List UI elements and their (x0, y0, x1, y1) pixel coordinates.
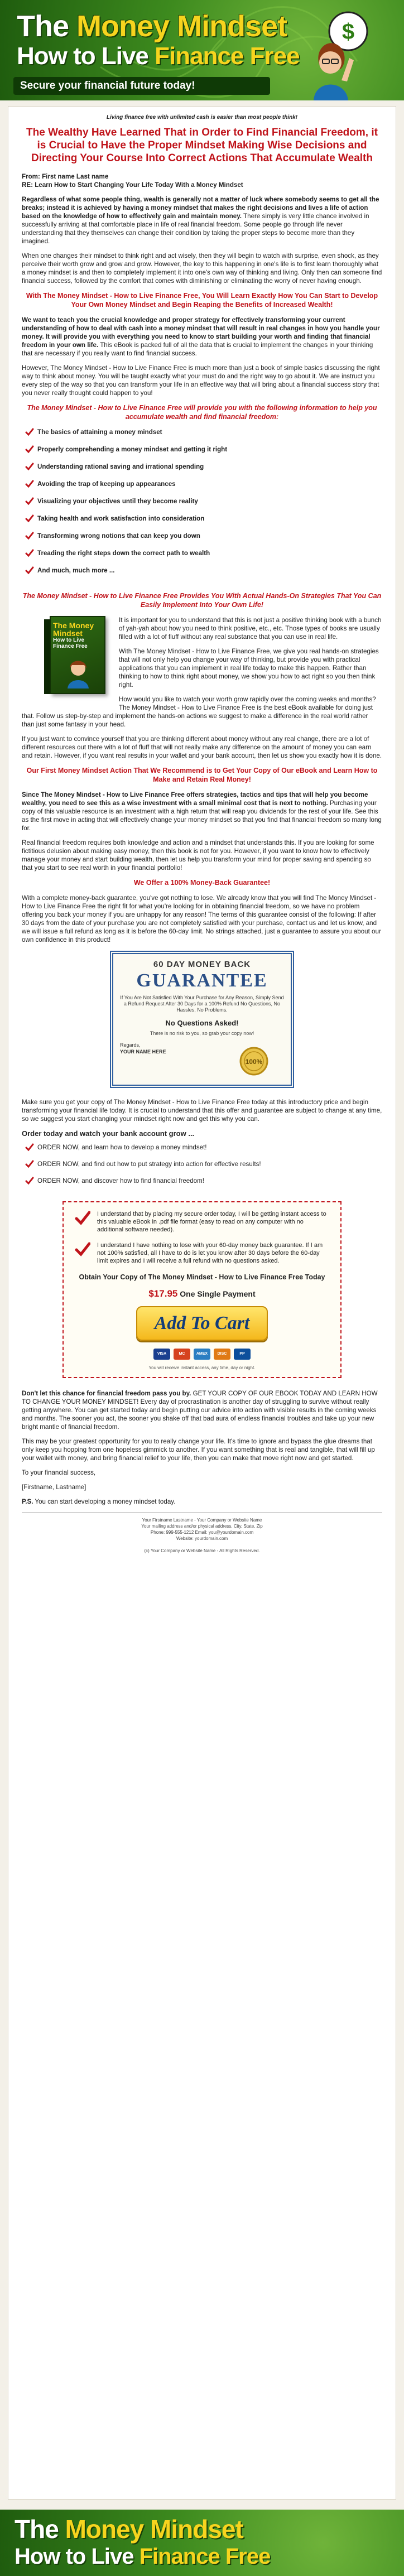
footer-line-1: Your Firstname Lastname - Your Company or Website Name (142, 1518, 262, 1523)
footer-brand-line1 (15, 2514, 243, 2544)
footer-line-2: Your mailing address and/or physical address, City, State, Zip (141, 1524, 263, 1529)
letter-from: From: First name Last name (22, 173, 109, 180)
closing-paragraph-1-rest: GET YOUR COPY OF OUR EBOOK TODAY AND LEARN HOW TO CHANGE YOUR MONEY MINDSET! Every day of procrastination is another day of struggling to survive without really getting anywhere. You can get started today and begin putting our advice into action with visible results in the coming weeks and months. The sooner you act, the sooner you shake off that bad aura of endless financial troubles and take up your new bright mantle of financial freedom. (22, 1390, 378, 1431)
price-label: One Single Payment (177, 1289, 256, 1298)
check-icon (25, 514, 34, 523)
brand-money-mindset: Money Mindset (76, 9, 287, 43)
section3-paragraph-1-bold: Since The Money Mindset - How to Live Finance Free offers strategies, tactics and tips that will help you become wealthy, you need to see this as a wise investment with a small minimal cost that is next to nothing. (22, 791, 368, 807)
footer-brand-the: The (15, 2515, 65, 2544)
benefit-text: Visualizing your objectives until they become reality (37, 498, 198, 505)
paragraph-1-rest: There simply is very little chance involved in successfully arriving at that comfortable place in life of real financial freedom. Some people go through life never understanding that they themselves can change their condition by taking the proper steps to become more than they imagined. (22, 213, 369, 245)
ebook-cover-image (44, 616, 110, 700)
paragraph-1-bold: Regardless of what some people thing, wealth is generally not a matter of luck where somebody seems to get all the breaks; instead it is achieved by having a money mindset that makes the right decisions and lives a life of action based on the knowledge of how to effectively gain and maintain money. (22, 196, 379, 220)
order-now-item (25, 1177, 382, 1193)
benefit-text: Avoiding the trap of keeping up appearances (37, 480, 176, 488)
check-icon (25, 1143, 34, 1152)
check-icon (25, 445, 34, 454)
benefit-text: Transforming wrong notions that can keep you down (37, 532, 200, 540)
order-box-title: Obtain Your Copy of The Money Mindset - How to Live Finance Free Today (79, 1273, 325, 1281)
payment-cards (75, 1349, 329, 1360)
section3-paragraph-1-rest: Purchasing your copy of this valuable resource is an investment with a high return that will reap you dividends for the rest of your life. See this as the first move in acting that will effectively change your money mindset so that you find that financial freedom so many long for. (22, 800, 382, 832)
subheadline-2: The Money Mindset - How to Live Finance Free will provide you with the following information to help you accumulate wealth and find financial freedom: (27, 404, 377, 421)
benefit-item (25, 497, 382, 514)
woman-with-dollar-sign-illustration (287, 4, 382, 100)
section2-paragraph-1: It is important for you to understand that this is not just a positive thinking book with a bunch of yah-yah about how you need to think positive, etc., etc. Those types of books are usually filled with a lot of fluff without any real substance that you can use in real life. (119, 617, 382, 641)
postscript-text: You can start developing a money mindset today. (33, 1498, 176, 1505)
benefit-item (25, 428, 382, 445)
guarantee-big: GUARANTEE (136, 970, 268, 991)
footer-brand-money-mindset: Money Mindset (65, 2515, 243, 2544)
benefits-list (25, 428, 382, 584)
order-now-text: ORDER NOW, and learn how to develop a money mindset! (37, 1144, 207, 1151)
order-now-text: ORDER NOW, and discover how to find financial freedom! (37, 1177, 204, 1185)
ebook-title-1: The Money Mindset (53, 621, 94, 638)
benefit-item (25, 514, 382, 532)
footer-brand-how-to: How to Live (15, 2544, 140, 2569)
subheadline-1: With The Money Mindset - How to Live Finance Free, You Will Learn Exactly How You Can Start to Develop Your Own Money Mindset and Begin Reaping the Benefits of Increased Wealth! (26, 292, 378, 309)
payment-card-icon: AMEX (194, 1349, 210, 1360)
benefit-text: Understanding rational saving and irrational spending (37, 463, 204, 470)
order-title: Order today and watch your bank account grow ... (22, 1129, 195, 1138)
ebook-section (22, 616, 382, 735)
check-icon (25, 479, 34, 488)
check-icon (25, 531, 34, 540)
svg-text:$: $ (342, 20, 355, 44)
order-box (62, 1201, 342, 1378)
payment-card-icon: DISC (214, 1349, 230, 1360)
closing-paragraph-1-bold: Don't let this chance for financial freedom pass you by. (22, 1390, 191, 1397)
letter-re: RE: Learn How to Start Changing Your Life Today With a Money Mindset (22, 181, 243, 189)
benefit-text: Properly comprehending a money mindset and getting it right (37, 446, 228, 453)
payment-card-icon: PP (234, 1349, 251, 1360)
big-check-icon (75, 1241, 90, 1257)
postscript (22, 1498, 382, 1506)
footer-line-4: Website: yourdomain.com (176, 1536, 228, 1541)
header-tagline: Secure your financial future today! (13, 77, 270, 95)
order-now-item (25, 1160, 382, 1177)
big-check-icon (75, 1210, 90, 1226)
content-card (8, 106, 396, 2500)
order-row-2 (75, 1241, 329, 1265)
subheadline-3: The Money Mindset - How to Live Finance Free Provides You With Actual Hands-On Strategies That You Can Easily Implement Into Your Own Life! (22, 592, 382, 609)
section2-paragraph-2: With The Money Mindset - How to Live Finance Free, we give you real hands-on strategies that will not only help you change your way of thinking, but provide you with practical applications that you can implement in real life today to make this happen. Rather than thinking to how to think right about money, we show you how to act right so you then think right. (119, 648, 379, 688)
check-icon (25, 1159, 34, 1168)
closing-name: [Firstname, Lastname] (22, 1484, 86, 1491)
order-row-2-text: I understand I have nothing to lose with your 60-day money back guarantee. If I am not 100% satisfied, all I have to do is let you know after 30 days before the 60-day limit expires and I will receive a full refund with no questions asked. (97, 1242, 323, 1264)
order-now-text: ORDER NOW, and find out how to put strategy into action for effective results! (37, 1161, 261, 1168)
benefit-text: And much, much more ... (37, 567, 115, 574)
guarantee-seal-icon (239, 1047, 268, 1076)
section2-paragraph-3: How would you like to watch your worth grow rapidly over the coming weeks and months? The Money Mindset - How to Live Finance Free is the best eBook available for doing just that. Follow us step-by-step and implement the hands-on actions we suggest to make a difference in the real world rather than just some fantasy in your head. (22, 696, 376, 728)
paragraph-4: However, The Money Mindset - How to Live Finance Free is much more than just a book of simple basics discussing the right way to think about money. You will be taught exactly what your must do and the right way to go about it. We are instruct you every step of the way so that you can transform your life in an effective way that will bring about a financial success story that you never really thought could happen to you! (22, 364, 380, 397)
brand-title-line2 (17, 42, 300, 70)
payment-card-icon: VISA (153, 1349, 170, 1360)
benefit-item (25, 566, 382, 584)
footer-brand-finance-free: Finance Free (139, 2544, 271, 2569)
guarantee-top: 60 DAY MONEY BACK (153, 960, 251, 969)
price-amount: $17.95 (148, 1288, 178, 1299)
order-now-list (25, 1143, 382, 1193)
order-note: You will receive instant access, any time, day or night. (148, 1365, 256, 1370)
benefit-item (25, 480, 382, 497)
subheadline-5: We Offer a 100% Money-Back Guarantee! (133, 879, 271, 887)
benefit-text: Treading the right steps down the correct path to wealth (37, 550, 210, 557)
benefit-item (25, 463, 382, 480)
postscript-label: P.S. (22, 1498, 33, 1505)
check-icon (25, 427, 34, 436)
copyright: (c) Your Company or Website Name - All Rights Reserved. (144, 1548, 260, 1553)
ebook-woman-icon (64, 657, 92, 688)
check-icon (25, 548, 34, 557)
payment-card-icon: MC (174, 1349, 190, 1360)
brand-the: The (17, 9, 77, 43)
closing-paragraph-1 (22, 1389, 382, 1431)
guarantee-seal-text: 100% (245, 1058, 263, 1066)
check-icon (25, 566, 34, 575)
benefit-item (25, 549, 382, 566)
intro-tagline: Living finance free with unlimited cash is easier than most people think! (106, 114, 298, 121)
section2-paragraph-4: If you just want to convince yourself that you are thinking different about money without any real change, there are a lot of different resources out there with a lot of fluff that will not really make any difference on the amount of money you can earn and retain. However, if you want real results in your wallet and your bank account, then let us show you exactly how it is done. (22, 735, 382, 759)
footer-line-3: Phone: 999-555-1212 Email: you@yourdomain.com (150, 1530, 254, 1535)
guarantee-certificate (110, 951, 294, 1088)
subheadline-4: Our First Money Mindset Action That We Recommend is to Get Your Copy of Our eBook and Learn How to Make and Retain Real Money! (26, 767, 378, 783)
guarantee-text: If You Are Not Satisfied With Your Purchase for Any Reason, Simply Send a Refund Request After 30 Days for a 100% Refund No Questions, No Hassles, No Problems. (120, 995, 284, 1013)
guarantee-regards: Regards, (120, 1042, 141, 1048)
guarantee-question: No Questions Asked! (165, 1019, 239, 1027)
footer-banner (0, 2510, 404, 2576)
brand-finance-free: Finance Free (155, 42, 300, 70)
benefit-text: The basics of attaining a money mindset (37, 428, 162, 436)
closing-paragraph-2: This may be your greatest opportunity for you to really change your life. It's time to ignore and bypass the glue dreams that only keep you hopping from one hopeless gimmick to another. If you want something that is real and tangible, that will fill up your wallet with money, and bring financial relief to your life, then you can make that move right now and get started. (22, 1438, 375, 1462)
paragraph-2: When one changes their mindset to think right and act wisely, then they will begin to watch with surprise, even shock, as they perceive their worth grow and grow and grow. However, the key to this happening in one's life is to first learn thoroughly what a money mindset is and then to completely implement it into one's own way of thinking and living. Only then can someone find financial success, followed by the comfort that comes with diminishing or eliminating the worry of never having enough. (22, 252, 382, 285)
footer-brand-line2 (15, 2544, 270, 2569)
order-price (75, 1288, 329, 1299)
section5-paragraph-1: Make sure you get your copy of The Money Mindset - How to Live Finance Free today at this introductory price and begin transforming your financial life today. It is crucial to understand that this offer and guarantee are subject to change at any time, so we suggest you start changing your mindset right now and get this why you can. (22, 1099, 382, 1123)
brand-title-line1 (17, 9, 287, 44)
order-now-item (25, 1143, 382, 1160)
paragraph-1 (22, 195, 382, 245)
brand-how-to: How to Live (17, 42, 155, 70)
paragraph-3 (22, 316, 382, 358)
check-icon (25, 462, 34, 471)
closing-sign-off: To your financial success, (22, 1469, 96, 1476)
header-banner (0, 0, 404, 100)
check-icon (25, 1176, 34, 1185)
section4-paragraph-1: With a complete money-back guarantee, you've got nothing to lose. We already know that you will find The Money Mindset - How to Live Finance Free the right fit for what you're looking for in obtaining financial freedom, so we have no problem offering you back your money if you are unhappy for any reason! The terms of this guarantee consist of the following: If after 30 days from the date of your purchase you are not completely satisfied with your purchase, contact us and let us know, and we will issue a full refund as long as it is before the 60-day limit. No strings attached, just a guarantee to assure you about our own confidence in this product! (22, 894, 381, 943)
section3-paragraph-2: Real financial freedom requires both knowledge and action and a mindset that understands this. If you are looking for some fictitious delusion about making easy money, then this book is not for you. However, if you want to know how to effectively manage your money and start building wealth, then let us help you transform your mind for proper saving and spending so that you start to see real worth in your financial portfolio! (22, 839, 374, 871)
benefit-item (25, 445, 382, 463)
content-inner (22, 114, 382, 1553)
ebook-title-2: How to Live Finance Free (53, 637, 88, 649)
benefit-text: Taking health and work satisfaction into consideration (37, 515, 205, 522)
letter-header (22, 172, 382, 189)
paragraph-3-bold: We want to teach you the crucial knowledge and proper strategy for effectively transforming your current understanding of how to deal with cash into a money mindset that will result in real changes in how you handle your money. It will provide you with everything you need to know to start building your worth and finding that financial freedom in your own life. (22, 316, 380, 349)
section3-paragraph-1 (22, 791, 382, 832)
order-row-1-text: I understand that by placing my secure order today, I will be getting instant access to this valuable eBook in .pdf file format (easy to read on any computer with no additional software needed). (97, 1211, 326, 1233)
guarantee-risk: There is no risk to you, so grab your copy now! (150, 1031, 254, 1036)
footer-contact (22, 1512, 382, 1542)
benefit-item (25, 532, 382, 549)
check-icon (25, 497, 34, 505)
main-headline: The Wealthy Have Learned That in Order to Find Financial Freedom, it is Crucial to Have the Proper Mindset Making Wise Decisions and Directing Your Course Into Correct Actions That Accumulate Wealth (26, 127, 378, 164)
paragraph-3-rest: This eBook is packed full of all the data that is crucial to implement the changes in your thinking that are necessary if you really want to find financial success. (22, 341, 373, 357)
order-row-1 (75, 1210, 329, 1234)
add-to-cart-button[interactable]: Add To Cart (136, 1306, 268, 1341)
guarantee-name: YOUR NAME HERE (120, 1049, 166, 1055)
